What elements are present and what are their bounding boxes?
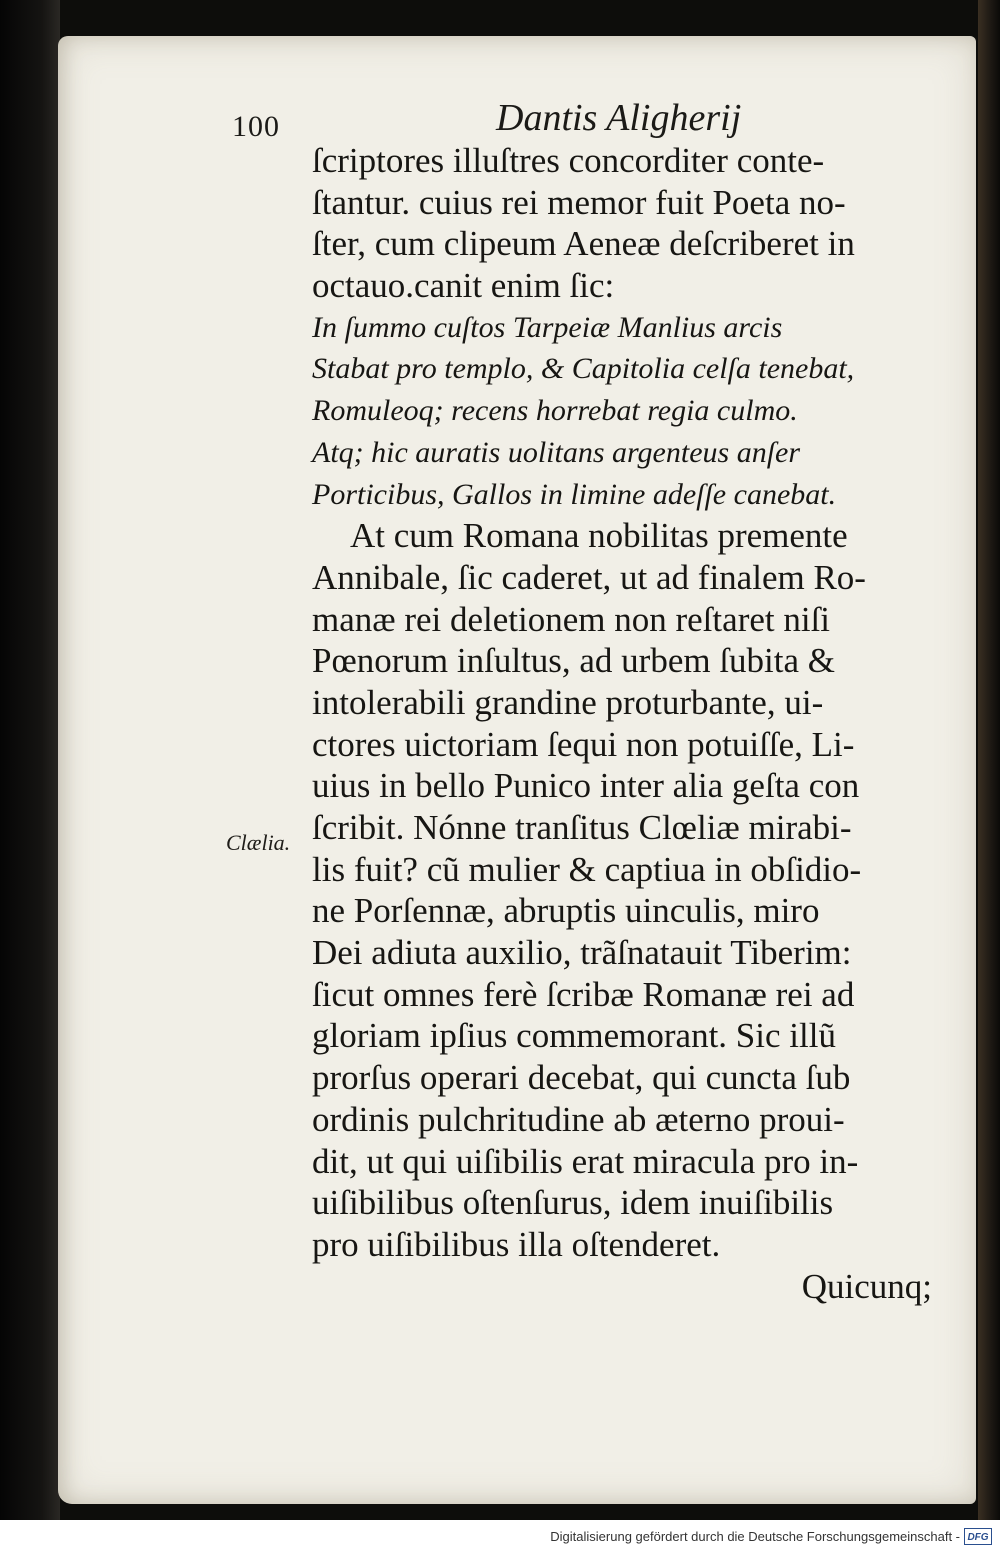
text-line: ſcriptores illuſtres concorditer conte-	[312, 141, 825, 180]
running-title: Dantis Aligherij	[496, 97, 742, 139]
text-block	[312, 140, 952, 1307]
verse-line: In ſummo cuſtos Tarpeiæ Manlius arcis	[312, 310, 783, 344]
text-line: uiſibilibus oſtenſurus, idem inuiſibilis	[312, 1183, 834, 1223]
book-edge-right	[978, 0, 1000, 1520]
text-line: ne Porſennæ, abruptis uinculis, miro	[312, 891, 820, 931]
text-line: manæ rei deletionem non reſtaret niſi	[312, 599, 831, 639]
text-line: uius in bello Punico inter alia geſta con	[312, 766, 860, 806]
text-line: Pœnorum inſultus, ad urbem ſubita &	[312, 641, 836, 681]
text-line: gloriam ipſius commemorant. Sic illũ	[312, 1016, 836, 1056]
text-line: dit, ut qui uiſibilis erat miracula pro in-	[312, 1141, 859, 1181]
verse-line: Atq; hic auratis uolitans argenteus anſer	[312, 435, 801, 469]
page-number: 100	[232, 110, 280, 143]
dfg-logo-icon: DFG	[964, 1528, 992, 1545]
text-line: At cum Romana nobilitas premente	[350, 516, 848, 556]
text-line: prorſus operari decebat, qui cuncta ſub	[312, 1058, 851, 1098]
scan-background-left	[0, 0, 60, 1520]
text-line: ſicut omnes ferè ſcribæ Romanæ rei ad	[312, 974, 855, 1014]
text-line: lis fuit? cũ mulier & captiua in obſidio-	[312, 849, 862, 889]
text-line: ſtantur. cuius rei memor fuit Poeta no-	[312, 182, 846, 222]
text-line: Annibale, ſic caderet, ut ad finalem Ro-	[312, 557, 866, 597]
margin-note: Clælia.	[226, 830, 291, 855]
text-line: ſcribit. Nónne tranſitus Clœliæ mirabi-	[312, 808, 852, 847]
text-line: ordinis pulchritudine ab æterno proui-	[312, 1099, 845, 1139]
catchword: Quicunq;	[801, 1266, 932, 1306]
text-line: ctores uictoriam ſequi non potuiſſe, Li-	[312, 724, 855, 764]
text-line: octauo.canit enim ſic:	[312, 266, 615, 306]
text-line: Dei adiuta auxilio, trãſnatauit Tiberim:	[312, 933, 852, 973]
text-line: intolerabili grandine proturbante, ui-	[312, 682, 824, 722]
text-line: pro uiſibilibus illa oſtenderet.	[312, 1224, 721, 1264]
footer-credit: Digitalisierung gefördert durch die Deutsche Forschungsgemeinschaft -	[550, 1529, 960, 1544]
running-head	[232, 96, 742, 144]
footer-bar	[0, 1520, 1000, 1555]
verse-line: Stabat pro templo, & Capitolia celſa tenebat,	[312, 352, 855, 386]
verse-line: Porticibus, Gallos in limine adeſſe canebat.	[312, 477, 837, 511]
text-line: ſter, cum clipeum Aeneæ deſcriberet in	[312, 224, 855, 264]
verse-line: Romuleoq; recens horrebat regia culmo.	[312, 394, 798, 428]
